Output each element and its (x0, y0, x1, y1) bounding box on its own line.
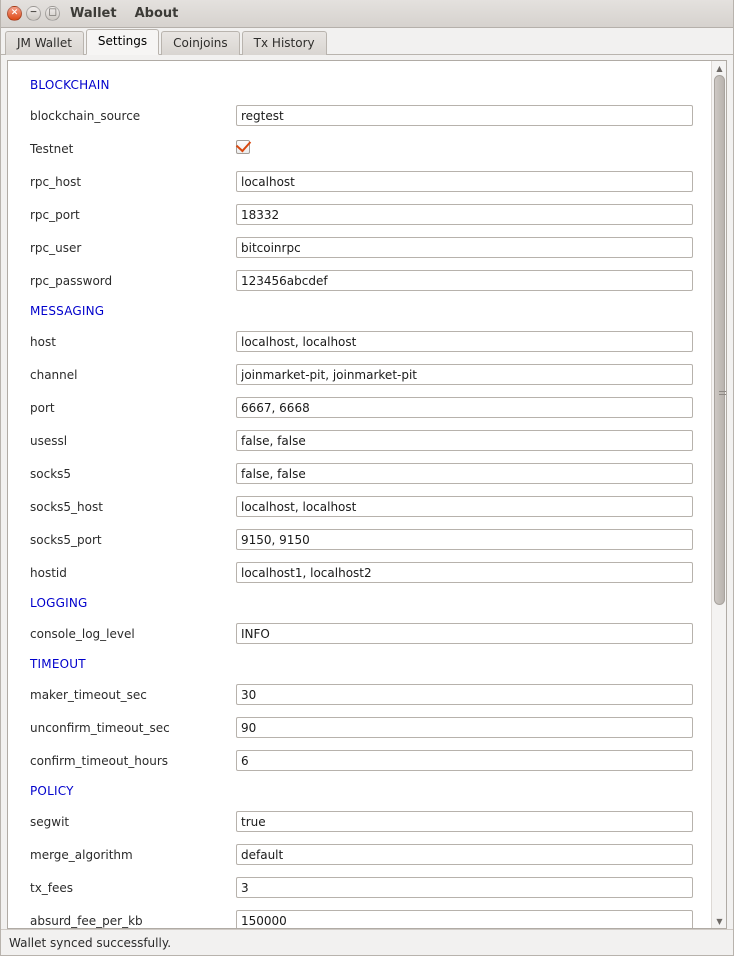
setting-label-segwit: segwit (30, 814, 70, 829)
setting-label-socks5-port: socks5_port (30, 532, 102, 547)
setting-input-hostid[interactable] (236, 562, 693, 583)
setting-label-testnet: Testnet (30, 141, 74, 156)
settings-table (8, 71, 711, 928)
settings-row (8, 325, 711, 358)
setting-input-maker-timeout-sec[interactable] (236, 684, 693, 705)
setting-value-cell (236, 391, 711, 424)
setting-input-merge-algorithm[interactable] (236, 844, 693, 865)
setting-label-cell (8, 556, 236, 589)
settings-row (8, 391, 711, 424)
setting-label-cell (8, 617, 236, 650)
setting-label-cell (8, 871, 236, 904)
section-title: LOGGING (30, 596, 88, 610)
section-title: POLICY (30, 784, 74, 798)
setting-value-cell (236, 805, 711, 838)
status-bar (1, 929, 733, 955)
settings-row (8, 556, 711, 589)
setting-label-console-log-level: console_log_level (30, 626, 135, 641)
setting-value-cell (236, 904, 711, 928)
settings-row (8, 711, 711, 744)
setting-value-cell (236, 165, 711, 198)
close-icon: × (10, 7, 19, 18)
settings-section-header (8, 297, 711, 325)
setting-value-cell (236, 264, 711, 297)
setting-label-tx-fees: tx_fees (30, 880, 74, 895)
setting-label-merge-algorithm: merge_algorithm (30, 847, 133, 862)
setting-label-socks5-host: socks5_host (30, 499, 103, 514)
menu-item-about[interactable]: About (134, 6, 179, 21)
setting-label-cell (8, 391, 236, 424)
menu-item-wallet[interactable]: Wallet (70, 6, 117, 21)
setting-label-host: host (30, 334, 56, 349)
setting-input-rpc-port[interactable] (236, 204, 693, 225)
settings-row (8, 904, 711, 928)
settings-section-header (8, 589, 711, 617)
setting-label-cell (8, 904, 236, 928)
section-title: MESSAGING (30, 304, 105, 318)
setting-input-rpc-host[interactable] (236, 171, 693, 192)
setting-value-cell (236, 99, 711, 132)
setting-label-rpc-host: rpc_host (30, 174, 82, 189)
setting-input-unconfirm-timeout-sec[interactable] (236, 717, 693, 738)
close-window-button[interactable] (7, 6, 22, 21)
scrollbar-thumb[interactable] (714, 75, 725, 605)
status-message: Wallet synced successfully. (9, 935, 172, 950)
settings-row (8, 490, 711, 523)
minimize-window-button[interactable] (26, 6, 41, 21)
setting-input-segwit[interactable] (236, 811, 693, 832)
settings-row (8, 99, 711, 132)
setting-label-channel: channel (30, 367, 78, 382)
setting-label-cell (8, 805, 236, 838)
setting-value-cell (236, 523, 711, 556)
scroll-up-icon[interactable]: ▲ (716, 63, 723, 73)
setting-label-confirm-timeout-hours: confirm_timeout_hours (30, 753, 169, 768)
settings-panel (7, 60, 727, 929)
setting-input-usessl[interactable] (236, 430, 693, 451)
setting-value-cell (236, 556, 711, 589)
settings-row (8, 358, 711, 391)
setting-input-host[interactable] (236, 331, 693, 352)
tab-coinjoins[interactable]: Coinjoins (161, 31, 240, 55)
settings-row (8, 132, 711, 165)
setting-value-cell (236, 490, 711, 523)
setting-label-maker-timeout-sec: maker_timeout_sec (30, 687, 147, 702)
setting-input-socks5-port[interactable] (236, 529, 693, 550)
setting-label-cell (8, 132, 236, 165)
setting-value-cell (236, 325, 711, 358)
setting-value-cell (236, 744, 711, 777)
setting-input-rpc-user[interactable] (236, 237, 693, 258)
setting-value-cell (236, 132, 711, 165)
setting-value-cell (236, 711, 711, 744)
setting-label-socks5: socks5 (30, 466, 72, 481)
setting-label-rpc-port: rpc_port (30, 207, 80, 222)
setting-input-blockchain-source[interactable] (236, 105, 693, 126)
section-title: BLOCKCHAIN (30, 78, 110, 92)
settings-row (8, 198, 711, 231)
settings-section-header (8, 71, 711, 99)
settings-row (8, 838, 711, 871)
setting-label-cell (8, 99, 236, 132)
setting-label-cell (8, 457, 236, 490)
vertical-scrollbar[interactable] (711, 61, 726, 928)
setting-label-cell (8, 744, 236, 777)
settings-scroll-area (8, 61, 711, 928)
setting-input-socks5-host[interactable] (236, 496, 693, 517)
setting-label-cell (8, 231, 236, 264)
setting-label-rpc-user: rpc_user (30, 240, 82, 255)
setting-label-usessl: usessl (30, 433, 68, 448)
scrollbar-grip-icon (719, 391, 726, 395)
setting-label-cell (8, 711, 236, 744)
minimize-icon: − (29, 7, 38, 18)
setting-value-cell (236, 617, 711, 650)
setting-label-port: port (30, 400, 55, 415)
setting-label-cell (8, 424, 236, 457)
settings-row (8, 165, 711, 198)
setting-label-absurd-fee-per-kb: absurd_fee_per_kb (30, 913, 143, 928)
tab-settings[interactable]: Settings (86, 29, 159, 55)
setting-label-blockchain-source: blockchain_source (30, 108, 141, 123)
setting-input-console-log-level[interactable] (236, 623, 693, 644)
setting-label-cell (8, 198, 236, 231)
setting-label-cell (8, 264, 236, 297)
setting-label-cell (8, 838, 236, 871)
setting-value-cell (236, 838, 711, 871)
settings-row (8, 457, 711, 490)
content-area (1, 55, 733, 929)
setting-input-socks5[interactable] (236, 463, 693, 484)
settings-row (8, 523, 711, 556)
settings-row (8, 617, 711, 650)
settings-row (8, 871, 711, 904)
setting-value-cell (236, 358, 711, 391)
setting-label-hostid: hostid (30, 565, 67, 580)
setting-value-cell (236, 457, 711, 490)
tab-bar (1, 28, 733, 55)
tab-tx-history[interactable]: Tx History (242, 31, 327, 55)
setting-label-cell (8, 678, 236, 711)
setting-input-tx-fees[interactable] (236, 877, 693, 898)
settings-row (8, 231, 711, 264)
title-bar (1, 0, 733, 28)
setting-label-cell (8, 325, 236, 358)
setting-label-cell (8, 358, 236, 391)
maximize-window-button[interactable] (45, 6, 60, 21)
settings-row (8, 805, 711, 838)
setting-label-cell (8, 490, 236, 523)
setting-label-cell (8, 523, 236, 556)
setting-label-cell (8, 165, 236, 198)
scroll-down-icon[interactable]: ▼ (716, 916, 723, 926)
tab-jm-wallet[interactable]: JM Wallet (5, 31, 84, 55)
setting-input-port[interactable] (236, 397, 693, 418)
settings-section-header (8, 777, 711, 805)
scrollbar-track[interactable] (712, 75, 727, 914)
setting-label-unconfirm-timeout-sec: unconfirm_timeout_sec (30, 720, 170, 735)
section-title: TIMEOUT (30, 657, 86, 671)
setting-value-cell (236, 871, 711, 904)
settings-row (8, 264, 711, 297)
setting-value-cell (236, 424, 711, 457)
setting-input-rpc-password[interactable] (236, 270, 693, 291)
maximize-icon: □ (48, 7, 57, 18)
setting-input-confirm-timeout-hours[interactable] (236, 750, 693, 771)
settings-row (8, 744, 711, 777)
settings-section-header (8, 650, 711, 678)
setting-checkbox-testnet[interactable] (236, 140, 250, 154)
setting-value-cell (236, 198, 711, 231)
setting-label-rpc-password: rpc_password (30, 273, 113, 288)
setting-value-cell (236, 678, 711, 711)
menu-bar (68, 5, 180, 22)
settings-row (8, 424, 711, 457)
setting-value-cell (236, 231, 711, 264)
setting-input-channel[interactable] (236, 364, 693, 385)
setting-input-absurd-fee-per-kb[interactable] (236, 910, 693, 928)
window-controls (7, 6, 60, 21)
settings-row (8, 678, 711, 711)
